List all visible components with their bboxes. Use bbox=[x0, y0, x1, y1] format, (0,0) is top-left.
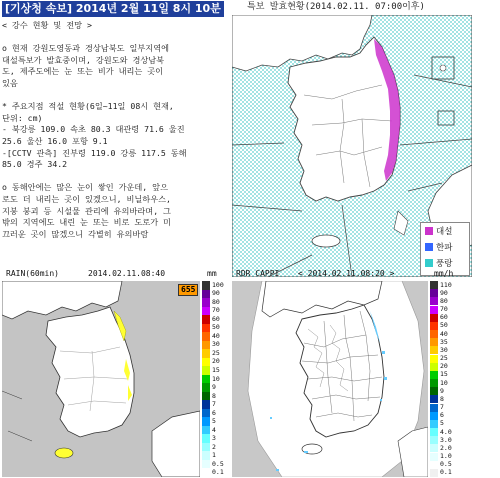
rain-scale-swatch bbox=[202, 375, 210, 384]
radar-scale-label: 110 bbox=[440, 280, 452, 289]
legend-label-cold: 한파 bbox=[436, 243, 453, 253]
rain-scale-swatch bbox=[202, 290, 210, 299]
radar-scale-swatch bbox=[430, 412, 438, 420]
rain-scale-swatch bbox=[202, 366, 210, 375]
warning-map-title: 특보 발효현황(2014.02.11. 07:00이후) bbox=[247, 2, 425, 12]
forecast-text-line bbox=[2, 171, 228, 183]
rain-scale-label: 40 bbox=[212, 331, 220, 340]
radar-scale-label: 0.1 bbox=[440, 468, 452, 477]
rain-scale-swatch bbox=[202, 417, 210, 426]
radar-map bbox=[232, 281, 428, 477]
rain-scale-swatch bbox=[202, 332, 210, 341]
legend-swatch-wave bbox=[425, 259, 433, 267]
legend-label-wave: 풍랑 bbox=[436, 259, 453, 269]
rain-panel-label: RAIN(60min) bbox=[6, 269, 59, 278]
rain-scale-swatch bbox=[202, 383, 210, 392]
rain-scale-swatch bbox=[202, 341, 210, 350]
radar-scale-label: 3.0 bbox=[440, 435, 452, 444]
radar-scale-swatch bbox=[430, 453, 438, 461]
rain-scale-label: 15 bbox=[212, 365, 220, 374]
radar-scale-label: 10 bbox=[440, 378, 448, 387]
radar-scale-swatch bbox=[430, 297, 438, 305]
radar-scale-swatch bbox=[430, 395, 438, 403]
radar-scale-label: 8 bbox=[440, 394, 444, 403]
radar-scale-swatch bbox=[430, 387, 438, 395]
radar-scale-swatch bbox=[430, 436, 438, 444]
rain-scale-label: 4 bbox=[212, 425, 216, 434]
forecast-text-line: 끄러운 곳이 많겠으니 각별히 유의바람 bbox=[2, 228, 149, 239]
rain-scale-label: 5 bbox=[212, 417, 216, 426]
radar-scale-swatch bbox=[430, 404, 438, 412]
rain-scale-swatch bbox=[202, 443, 210, 452]
rain-scale-swatch bbox=[202, 434, 210, 443]
rain-scale-swatch bbox=[202, 451, 210, 460]
radar-scale-label: 60 bbox=[440, 313, 448, 322]
rain-scale-label: 2 bbox=[212, 442, 216, 451]
forecast-text-line: 밖의 지역에도 내린 눈 또는 비로 도로가 미 bbox=[2, 217, 171, 228]
legend-item-cold bbox=[425, 242, 452, 254]
radar-color-scale bbox=[430, 281, 450, 477]
radar-scale-swatch bbox=[430, 346, 438, 354]
radar-scale-swatch bbox=[430, 330, 438, 338]
radar-scale-label: 4.0 bbox=[440, 427, 452, 436]
radar-scale-swatch bbox=[430, 306, 438, 314]
forecast-text-line: 도, 제주도에는 눈 또는 비가 내리는 곳이 bbox=[2, 66, 164, 77]
rain-scale-swatch bbox=[202, 400, 210, 409]
rain-scale-label: 20 bbox=[212, 357, 220, 366]
radar-scale-swatch bbox=[430, 322, 438, 330]
radar-scale-label: 40 bbox=[440, 329, 448, 338]
radar-scale-label: 90 bbox=[440, 288, 448, 297]
forecast-text-line: -[CCTV 관측] 진부령 119.0 강릉 117.5 동해 bbox=[2, 147, 187, 158]
rain-scale-swatch bbox=[202, 349, 210, 358]
radar-scale-label: 30 bbox=[440, 345, 448, 354]
radar-scale-swatch bbox=[430, 371, 438, 379]
rain-scale-label: 80 bbox=[212, 297, 220, 306]
rain-scale-label: 100 bbox=[212, 280, 224, 289]
forecast-text-line: - 북강릉 109.0 속초 80.3 대관령 71.6 울진 bbox=[2, 124, 185, 135]
legend-swatch-snow bbox=[425, 227, 433, 235]
radar-scale-label: 80 bbox=[440, 296, 448, 305]
forecast-text-line: 지붕 붕괴 등 시설물 관리에 유의바라며, 그 bbox=[2, 205, 171, 216]
rain-scale-swatch bbox=[202, 324, 210, 333]
rain-scale-label: 9 bbox=[212, 383, 216, 392]
radar-scale-label: 9 bbox=[440, 386, 444, 395]
radar-scale-swatch bbox=[430, 461, 438, 469]
warning-legend bbox=[420, 222, 470, 276]
radar-scale-swatch bbox=[430, 379, 438, 387]
forecast-text-line: 85.0 경주 34.2 bbox=[2, 159, 68, 170]
legend-item-snow bbox=[425, 226, 452, 238]
rain-scale-label: 60 bbox=[212, 314, 220, 323]
forecast-text-line: * 주요지점 적설 현황(6일~11일 08시 현재, bbox=[2, 101, 174, 112]
forecast-text-line: < 강수 현황 및 전망 > bbox=[2, 20, 92, 30]
rain-scale-label: 25 bbox=[212, 348, 220, 357]
rain-scale-label: 0.5 bbox=[212, 459, 224, 468]
rain-scale-label: 1 bbox=[212, 451, 216, 460]
forecast-text-line: 대설특보가 발효중이며, 강원도와 경상남북 bbox=[2, 54, 165, 65]
forecast-text-line: 단위: cm) bbox=[2, 112, 43, 123]
rain-panel-time: 2014.02.11.08:40 bbox=[88, 269, 166, 278]
radar-panel-unit: mm/h bbox=[434, 269, 454, 278]
forecast-text-line bbox=[2, 90, 228, 102]
rain-scale-swatch bbox=[202, 281, 210, 290]
radar-scale-swatch bbox=[430, 469, 438, 477]
radar-panel-label: RDR CAPPI bbox=[236, 269, 280, 278]
radar-scale-label: 50 bbox=[440, 321, 448, 330]
radar-scale-label: 6 bbox=[440, 411, 444, 420]
radar-scale-label: 1.0 bbox=[440, 452, 452, 461]
radar-scale-label: 15 bbox=[440, 370, 448, 379]
radar-scale-swatch bbox=[430, 355, 438, 363]
rain-scale-label: 0.1 bbox=[212, 468, 224, 477]
rain-scale-label: 70 bbox=[212, 306, 220, 315]
rain-map bbox=[2, 281, 200, 477]
rain-scale-swatch bbox=[202, 426, 210, 435]
rain-scale-label: 3 bbox=[212, 434, 216, 443]
radar-scale-swatch bbox=[430, 314, 438, 322]
radar-scale-label: 35 bbox=[440, 337, 448, 346]
rain-scale-swatch bbox=[202, 392, 210, 401]
radar-panel-time: < 2014.02.11.08:20 > bbox=[298, 269, 395, 278]
radar-scale-label: 7 bbox=[440, 403, 444, 412]
radar-scale-swatch bbox=[430, 444, 438, 452]
rain-scale-swatch bbox=[202, 468, 210, 477]
rain-scale-label: 6 bbox=[212, 408, 216, 417]
radar-scale-label: 20 bbox=[440, 362, 448, 371]
forecast-text-line bbox=[2, 32, 228, 44]
legend-swatch-cold bbox=[425, 243, 433, 251]
forecast-text-line: 있음 bbox=[2, 77, 18, 88]
radar-scale-swatch bbox=[430, 289, 438, 297]
radar-scale-swatch bbox=[430, 428, 438, 436]
rain-panel-unit: mm bbox=[207, 269, 217, 278]
radar-scale-swatch bbox=[430, 420, 438, 428]
radar-scale-label: 5 bbox=[440, 419, 444, 428]
radar-scale-label: 70 bbox=[440, 305, 448, 314]
rain-scale-label: 50 bbox=[212, 323, 220, 332]
forecast-text-line: 로도 더 내리는 곳이 있겠으니, 비닐하우스, bbox=[2, 193, 171, 204]
rain-scale-swatch bbox=[202, 298, 210, 307]
rain-scale-swatch bbox=[202, 409, 210, 418]
rain-color-scale bbox=[202, 281, 222, 477]
rain-scale-swatch bbox=[202, 460, 210, 469]
radar-scale-swatch bbox=[430, 363, 438, 371]
rain-scale-label: 90 bbox=[212, 289, 220, 298]
rain-scale-label: 10 bbox=[212, 374, 220, 383]
rain-scale-swatch bbox=[202, 358, 210, 367]
rain-scale-label: 30 bbox=[212, 340, 220, 349]
rain-station-count-badge: 655 bbox=[178, 284, 198, 296]
forecast-text-panel bbox=[2, 20, 228, 274]
forecast-text-line: o 동해안에는 많은 눈이 쌓인 가운데, 앞으 bbox=[2, 182, 168, 193]
rain-scale-label: 8 bbox=[212, 391, 216, 400]
page-title: [기상청 속보] 2014년 2월 11일 8시 10분 bbox=[2, 1, 224, 17]
radar-scale-swatch bbox=[430, 281, 438, 289]
radar-scale-label: 0.5 bbox=[440, 460, 452, 469]
radar-scale-label: 25 bbox=[440, 354, 448, 363]
rain-scale-swatch bbox=[202, 307, 210, 316]
forecast-text-line: o 현재 강원도영동과 경상남북도 일부지역에 bbox=[2, 43, 170, 54]
rain-scale-swatch bbox=[202, 315, 210, 324]
radar-scale-label: 2.0 bbox=[440, 443, 452, 452]
legend-label-snow: 대설 bbox=[436, 227, 453, 237]
rain-scale-label: 7 bbox=[212, 400, 216, 409]
forecast-text-line: 25.6 울산 16.0 포항 9.1 bbox=[2, 135, 108, 146]
radar-scale-swatch bbox=[430, 338, 438, 346]
